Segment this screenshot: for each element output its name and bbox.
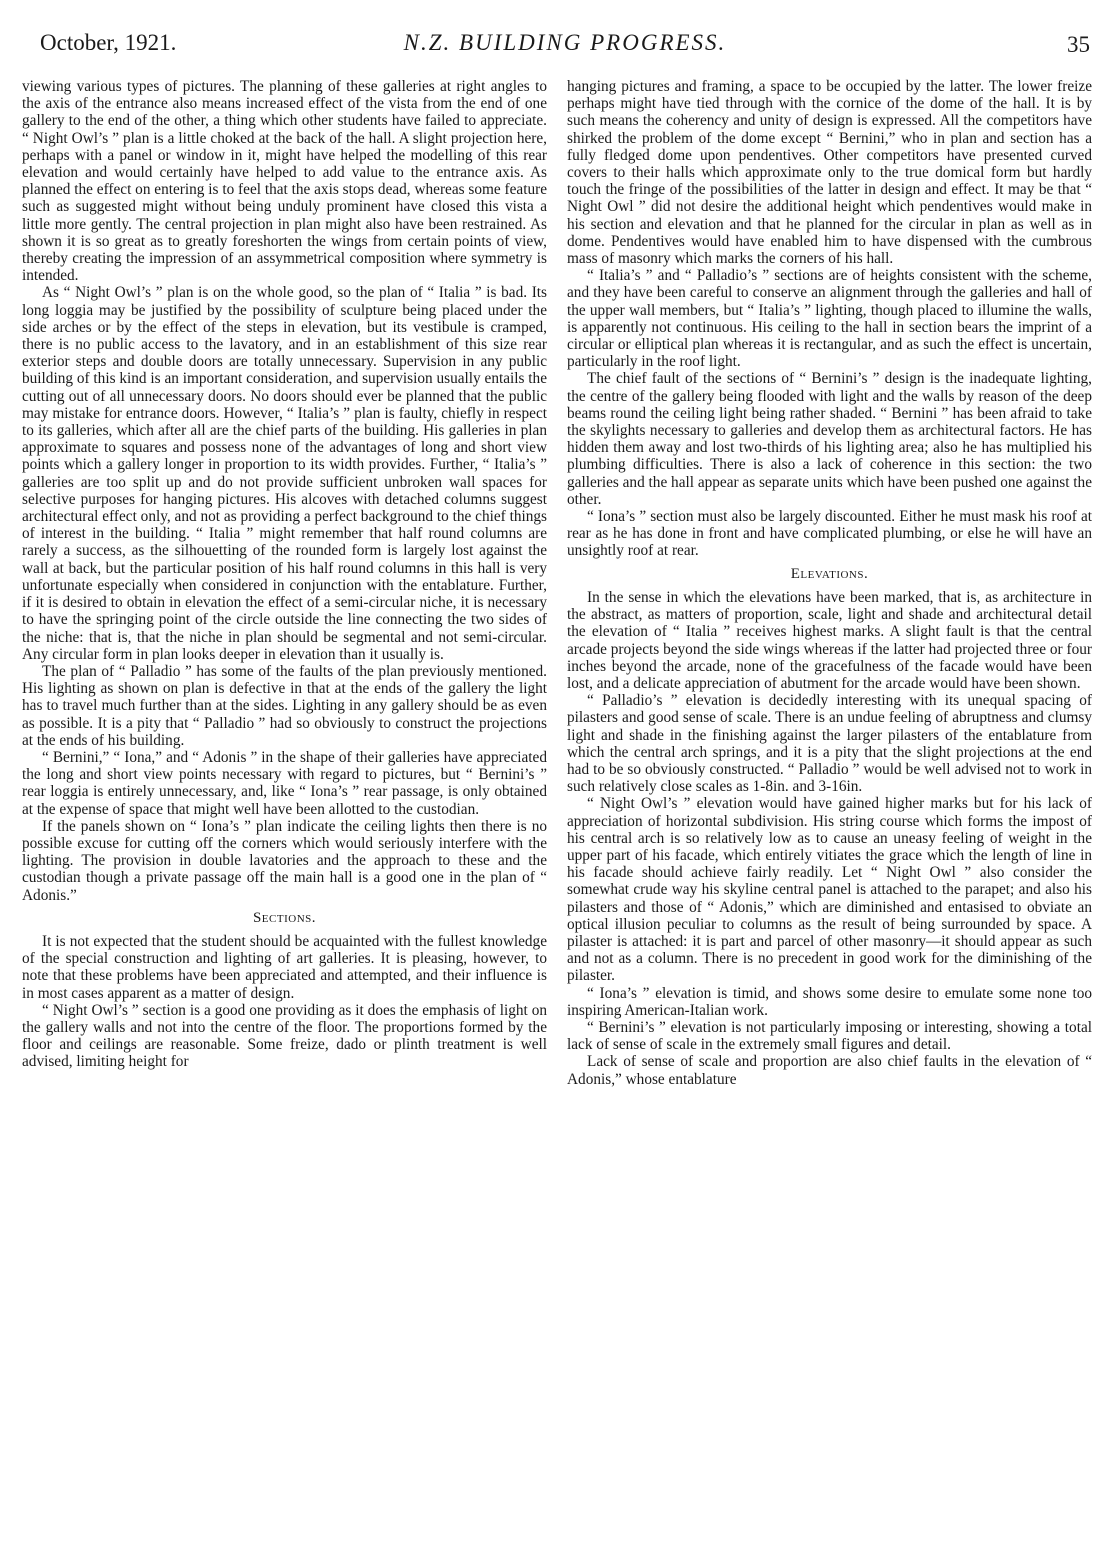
paragraph: “ Night Owl’s ” section is a good one providing as it does the emphasis of light on the gallery walls and not into the centre of the floor. The proportions formed by the floor and ceilings are reasonable. Some freize, dado or plinth treatment is well advised, limiting height for xyxy=(22,1001,547,1071)
paragraph: The chief fault of the sections of “ Bernini’s ” design is the inadequate lighting, the centre of the gallery being flooded with light and the walls by reason of the deep beams round the ceiling light being rather shaded. “ Bernini ” has been afraid to take the skylights necessary to galleries and develop them as architectural factors. He has hidden them away and lost two-thirds of his lighting area; also he has multiplied his plumbing difficulties. There is also a lack of coherence in this section: the two galleries and the hall appear as separate units which have been pushed one against the other. xyxy=(567,370,1092,508)
section-heading: Elevations. xyxy=(790,565,869,582)
page-header xyxy=(40,30,1090,64)
left-column xyxy=(22,78,547,1071)
paragraph: “ Iona’s ” section must also be largely discounted. Either he must mask his roof at rear as he has done in front and have complicated plumbing, or else he will have an unsightly roof at rear. xyxy=(567,508,1092,560)
paragraph: hanging pictures and framing, a space to be occupied by the latter. The lower freize perhaps might have tied through with the cornice of the dome of the hall. It is by such means the coherency and unity of design is expressed. All the competitors have shirked the problem of the dome except “ Bernini,” who in plan and section has a fully fledged dome upon pendentives. Other competitors have presented curved covers to their halls which approximate only to the true domical form but hardly touch the fringe of the possibilities of the latter in design and effect. It may be that “ Night Owl ” did not desire the additional height which pendentives would make in his section and elevation and that he planned for the circular in plan as well as in dome. Pendentives would have enabled him to have dispensed with the cumbrous mass of masonry which marks the corners of his hall. xyxy=(567,78,1092,268)
paragraph: The plan of “ Palladio ” has some of the faults of the plan previously mentioned. His lighting as shown on plan is defective in that at the ends of the gallery the light has to travel much further than at the sides. Lighting in any gallery should be as even as possible. It is a pity that “ Palladio ” had so obviously to construct the projections at the ends of his building. xyxy=(22,662,547,749)
paragraph: “ Night Owl’s ” elevation would have gained higher marks but for his lack of appreciation of horizontal subdivision. His string course which forms the impost of his central arch is so relatively low as to cause an uneasy feeling of weight in the upper part of his facade, which entirely vitiates the grace which the length of line in his facade should achieve fairly readily. Let “ Night Owl ” also consider the somewhat crude way his skyline central panel is attached to the parapet; and also his pilasters and those of “ Adonis,” which are diminished and entasised to obviate an optical illusion peculiar to columns as the result of being surrounded by space. A pilaster is attached: it is part and parcel of other masonry—it should appear as such and not as a column. There is no precedent in good work for the diminishing of the pilaster. xyxy=(567,795,1092,985)
paragraph: “ Bernini’s ” elevation is not particularly imposing or interesting, showing a total lack of sense of scale in the extremely small figures and detail. xyxy=(567,1018,1092,1054)
paragraph: viewing various types of pictures. The planning of these galleries at right angles to the axis of the entrance also means increased effect of the vista from the end of one gallery to the end of the other, a thing which other students have failed to appreciate. “ Night Owl’s ” plan is a little choked at the back of the hall. A slight projection here, perhaps with a panel or window in it, might have helped the modelling of this rear elevation and would certainly have helped to add value to the entrance axis. As planned the effect on entering is to feel that the axis stops dead, whereas some feature such as suggested might without being unduly prominent have closed this vista a little more gently. The central projection in plan might also have been restrained. As shown it is so great as to greatly foreshorten the wings from certain points of view, thereby creating the impression of an assymmetrical composition where symmetry is intended. xyxy=(22,78,547,285)
issue-date: October, 1921. xyxy=(40,30,177,55)
paragraph: “ Italia’s ” and “ Palladio’s ” sections are of heights consistent with the scheme, and they have been careful to conserve an alignment through the galleries and hall of the upper wall members, but “ Italia’s ” lighting, though placed to illumine the walls, is apparently not continuous. His ceiling to the hall in section bears the imprint of a circular or elliptical plan whereas it is rectangular, and as such the effect is uncertain, particularly in the roof light. xyxy=(567,267,1092,371)
paragraph: As “ Night Owl’s ” plan is on the whole good, so the plan of “ Italia ” is bad. Its long loggia may be justified by the possibility of sculpture being placed under the side arches or by the effect of the steps in elevation, but its vestibule is cramped, there is no public access to the lavatory, and in an establishment of this size rear exterior steps and double doors are totally unnecessary. Supervision in any public building of this kind is an important consideration, and supervision usually entails the cutting out of all unnecessary doors. No doors should ever be planned that the public may mistake for entrance doors. However, “ Italia’s ” plan is faulty, chiefly in respect to its galleries, which after all are the chief parts of the building. His galleries in plan approximate to squares and possess none of the advantages of long and short view points which a gallery longer in proportion to its width provides. Further, “ Italia’s ” galleries are too split up and do not provide sufficient unbroken wall spaces for selective purposes for hanging pictures. His alcoves with detached columns suggest architectural effect only, and not as providing a perfect background to the chief things of interest in the building. “ Italia ” might remember that half round columns are rarely a success, as the silhouetting of the rounded form is largely lost against the wall at back, but the particular position of his half round columns in this hall is very unfortunate especially when considered in conjunction with the entablature. Further, if it is desired to obtain in elevation the effect of a semi-circular niche, it is necessary to have the springing point of the circle outside the line connecting the two sides of the niche: that is, that the niche in plan should be segmental and not semi-circular. Any circular form in plan looks deeper in elevation than it usually is. xyxy=(22,284,547,663)
paragraph: Lack of sense of scale and proportion are also chief faults in the elevation of “ Adonis,” whose entablature xyxy=(567,1053,1092,1088)
section-heading: Sections. xyxy=(252,909,317,926)
paragraph: “ Iona’s ” elevation is timid, and shows some desire to emulate some none too inspiring American-Italian work. xyxy=(567,984,1092,1019)
publication-title: N.Z. BUILDING PROGRESS. xyxy=(403,30,727,55)
right-column xyxy=(567,78,1092,1088)
paragraph: In the sense in which the elevations have been marked, that is, as architecture in the abstract, as matters of proportion, scale, light and shade and architectural detail the elevation of “ Italia ” receives highest marks. A slight fault is that the central arcade projects beyond the side wings whereas if the latter had projected three or four inches beyond the arcade, none of the gracefulness of the facade would have been lost, and a delicate appreciation of abutment for the arcade would have been shown. xyxy=(567,588,1092,692)
paragraph: If the panels shown on “ Iona’s ” plan indicate the ceiling lights then there is no possible excuse for cutting off the corners which would seriously interfere with the lighting. The provision in double lavatories and the approach to these and the custodian though a private passage off the main hall is a good one in the plan of “ Adonis.” xyxy=(22,817,547,904)
paragraph: “ Palladio’s ” elevation is decidedly interesting with its unequal spacing of pilasters and good sense of scale. There is an undue feeling of abruptness and clumsy light and shade in the finishing against the larger pilasters of the entablature from which the central arch springs, and it is a pity that the slight projections at the end had to be so obviously constructed. “ Palladio ” would be well advised not to work in such relatively close scales as 1-8in. and 3-16in. xyxy=(567,692,1092,796)
paragraph: It is not expected that the student should be acquainted with the fullest knowledge of the special construction and lighting of art galleries. It is pleasing, however, to note that these problems have been appreciated and attempted, and their influence is in most cases apparent as a matter of design. xyxy=(22,932,547,1002)
paragraph: “ Bernini,” “ Iona,” and “ Adonis ” in the shape of their galleries have appreciated the long and short view points necessary with regard to pictures, but “ Bernini’s ” rear loggia is entirely unnecessary, and, like “ Iona’s ” rear passage, is only obtained at the expense of space that might well have been allotted to the custodian. xyxy=(22,748,547,818)
page-number: 35 xyxy=(1067,32,1090,57)
